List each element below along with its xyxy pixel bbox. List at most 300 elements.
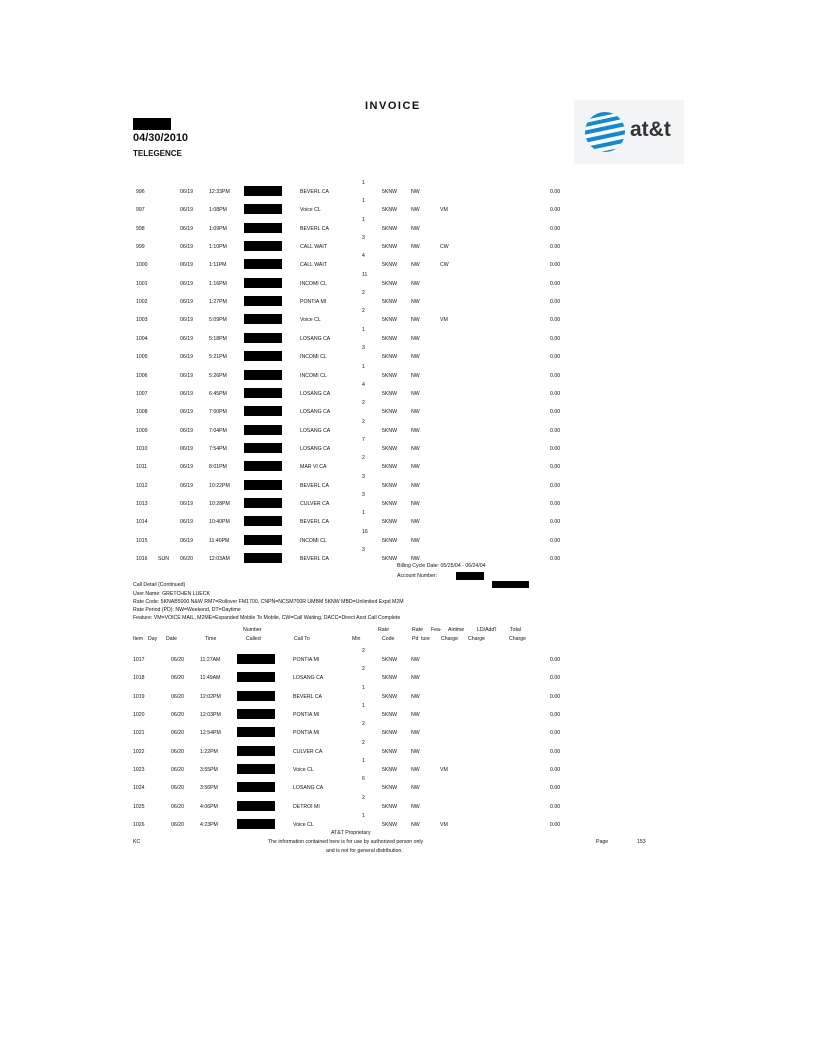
call-minutes: 6 (362, 776, 365, 783)
rate-period: NW (411, 372, 420, 379)
feature-legend: Feature: VM=VOICE MAIL, M2ME=Expanded Mobile To Mobile, CW=Call Waiting, DACC=Direct Asst Call Complete (133, 615, 401, 621)
call-time: 11:49AM (200, 675, 221, 682)
redacted-number (244, 535, 282, 545)
col-time: Time (205, 636, 217, 642)
redacted-number (237, 746, 275, 756)
rate-code: 5KNW (382, 482, 397, 489)
call-date: 06/20 (171, 748, 184, 755)
call-item: 1002 (136, 299, 148, 306)
call-item: 1000 (136, 262, 148, 269)
redacted-number (244, 296, 282, 306)
call-charge: 0.00 (550, 785, 561, 792)
redacted-number (237, 672, 275, 682)
call-time: 1:08PM (209, 207, 227, 214)
call-time: 5:21PM (209, 354, 227, 361)
call-minutes: 2 (362, 794, 365, 801)
rate-code: 5KNW (382, 766, 397, 773)
call-charge: 0.00 (550, 519, 561, 526)
call-minutes: 3 (362, 345, 365, 352)
col-call-to: Call To (294, 636, 310, 642)
rate-code: 5KNW (382, 390, 397, 397)
call-time: 7:04PM (209, 427, 227, 434)
call-item: 999 (136, 244, 145, 251)
logo-text: at&t (630, 118, 671, 141)
call-date: 06/19 (180, 409, 193, 416)
rate-code: 5KNW (382, 427, 397, 434)
rate-code: 5KNW (382, 189, 397, 195)
call-to: INCOMI CL (300, 372, 327, 379)
rate-period: NW (411, 821, 420, 828)
col-item: Item (133, 636, 144, 642)
redacted-number (244, 223, 282, 233)
call-item: 1022 (133, 748, 145, 755)
call-feature: VM (440, 821, 448, 828)
call-to: MAR VI CA (300, 464, 327, 471)
redacted-number (237, 691, 275, 701)
rate-code: 5KNW (382, 748, 397, 755)
call-to: CULVER CA (300, 500, 330, 507)
call-time: 7:54PM (209, 445, 227, 452)
call-feature: VM (440, 317, 448, 324)
rate-period: NW (411, 500, 420, 507)
rate-period: NW (411, 464, 420, 471)
call-to: BEVERL CA (300, 225, 329, 232)
call-minutes: 2 (362, 308, 365, 315)
call-item: 1013 (136, 500, 148, 507)
call-to: INCOMI CL (300, 280, 327, 287)
call-minutes: 7 (362, 436, 365, 443)
call-time: 11:27AM (200, 657, 221, 663)
call-time: 12:03PM (200, 711, 221, 718)
col-called: Called (246, 636, 261, 642)
call-date: 06/19 (180, 189, 193, 195)
redacted-number (244, 370, 282, 380)
call-item: 1024 (133, 785, 145, 792)
call-minutes: 4 (362, 381, 365, 388)
redacted-number (244, 553, 282, 563)
rate-code: 5KNW (382, 317, 397, 324)
rate-code: 5KNW (382, 693, 397, 700)
call-time: 1:16PM (209, 280, 227, 287)
redacted-number (244, 406, 282, 416)
billing-cycle: Billing Cycle Date: 05/25/04 - 06/24/04 (397, 563, 486, 569)
call-feature: VM (440, 766, 448, 773)
rate-code: 5KNW (382, 464, 397, 471)
call-charge: 0.00 (550, 335, 561, 342)
call-date: 06/19 (180, 372, 193, 379)
call-minutes: 3 (362, 491, 365, 498)
redacted-number (237, 782, 275, 792)
rate-code: 5KNW (382, 372, 397, 379)
redacted-number (237, 819, 275, 829)
call-minutes: 2 (362, 648, 365, 654)
section-title: Call Detail (Continued) (133, 582, 186, 588)
col-rate2-top: Rate (412, 627, 423, 633)
call-item: 1014 (136, 519, 148, 526)
call-charge: 0.00 (550, 280, 561, 287)
call-charge: 0.00 (550, 317, 561, 324)
call-to: LOSANG CA (293, 785, 324, 792)
call-date: 06/19 (180, 280, 193, 287)
call-minutes: 1 (362, 216, 365, 223)
call-to: CALL WAIT (300, 262, 327, 269)
call-date: 06/19 (180, 464, 193, 471)
rate-period-legend: Rate Period (PD): NW=Weekend, DT=Daytime (133, 607, 241, 613)
call-to: PONTIA MI (293, 730, 320, 737)
rate-code: 5KNW (382, 299, 397, 306)
call-date: 06/19 (180, 500, 193, 507)
call-minutes: 3 (362, 235, 365, 242)
call-charge: 0.00 (550, 657, 561, 663)
col-rate-top: Rate (378, 627, 389, 633)
footer-proprietary: AT&T Proprietary (331, 830, 371, 836)
rate-period: NW (411, 766, 420, 773)
call-to: PONTIA MI (293, 657, 320, 663)
call-feature: CW (440, 262, 449, 269)
call-minutes: 2 (362, 418, 365, 425)
call-charge: 0.00 (550, 372, 561, 379)
call-minutes: 1 (362, 198, 365, 205)
redacted-number (244, 204, 282, 214)
account-number-label: Account Number: (397, 573, 438, 579)
rate-period: NW (411, 556, 420, 562)
call-charge: 0.00 (550, 207, 561, 214)
call-time: 5:18PM (209, 335, 227, 342)
footer-page-label: Page (596, 839, 609, 845)
call-charge: 0.00 (550, 354, 561, 361)
footer-line-1: The information contained here is for use by authorized person only (268, 839, 424, 845)
rate-period: NW (411, 262, 420, 269)
rate-period: NW (411, 675, 420, 682)
call-date: 06/19 (180, 537, 193, 544)
rate-period: NW (411, 207, 420, 214)
rate-period: NW (411, 409, 420, 416)
call-to: PONTIA MI (300, 299, 327, 306)
rate-period: NW (411, 390, 420, 397)
call-minutes: 3 (362, 473, 365, 480)
call-date: 06/20 (171, 675, 184, 682)
redacted-block (492, 581, 529, 588)
redacted-number (244, 461, 282, 471)
call-time: 5:26PM (209, 372, 227, 379)
call-feature: CW (440, 244, 449, 251)
redacted-number (244, 498, 282, 508)
rate-code: 5KNW (382, 785, 397, 792)
call-date: 06/19 (180, 335, 193, 342)
col-date: Date (166, 636, 177, 642)
call-time: 12:02PM (200, 693, 221, 700)
call-date: 06/20 (171, 693, 184, 700)
rate-code: 5KNW (382, 445, 397, 452)
rate-period: NW (411, 711, 420, 718)
call-to: Voice CL (300, 317, 321, 324)
call-charge: 0.00 (550, 225, 561, 232)
call-item: 997 (136, 207, 145, 214)
call-item: 1021 (133, 730, 145, 737)
redacted-number (237, 654, 275, 664)
col-charge-3: Charge (509, 636, 527, 642)
col-period: Pd (412, 636, 419, 642)
call-charge: 0.00 (550, 675, 561, 682)
footer-page-number: 153 (637, 839, 646, 845)
call-item: 1001 (136, 280, 148, 287)
call-to: BEVERL CA (293, 693, 322, 700)
invoice-date: 04/30/2010 (133, 132, 189, 144)
call-date: 06/20 (171, 730, 184, 737)
call-item: 1005 (136, 354, 148, 361)
call-charge: 0.00 (550, 821, 561, 828)
redacted-block (133, 118, 171, 130)
rate-code: 5KNW (382, 244, 397, 251)
col-charge-2: Charge (468, 636, 486, 642)
call-time: 10:40PM (209, 519, 230, 526)
call-date: 06/20 (171, 766, 184, 773)
call-item: 1025 (133, 803, 145, 810)
call-time: 11:40PM (209, 537, 230, 544)
rate-code: 5KNW (382, 711, 397, 718)
rate-code: 5KNW (382, 519, 397, 526)
call-minutes: 2 (362, 739, 365, 746)
redacted-number (244, 480, 282, 490)
company-name: TELEGENCE (133, 149, 182, 158)
call-feature: VM (440, 207, 448, 214)
call-time: 12:03AM (209, 556, 230, 562)
call-charge: 0.00 (550, 711, 561, 718)
call-minutes: 2 (362, 290, 365, 297)
call-item: 1007 (136, 390, 148, 397)
call-minutes: 1 (362, 510, 365, 517)
rate-period: NW (411, 427, 420, 434)
call-date: 06/20 (171, 803, 184, 810)
call-item: 1019 (133, 693, 145, 700)
call-to: CULVER CA (293, 748, 323, 755)
call-minutes: 1 (362, 363, 365, 370)
call-to: LOSANG CA (300, 390, 331, 397)
call-to: BEVERL CA (300, 189, 329, 195)
call-item: 1008 (136, 409, 148, 416)
call-time: 1:27PM (209, 299, 227, 306)
call-item: 1006 (136, 372, 148, 379)
call-to: LOSANG CA (300, 335, 331, 342)
call-to: LOSANG CA (300, 409, 331, 416)
call-time: 5:09PM (209, 317, 227, 324)
call-time: 7:00PM (209, 409, 227, 416)
rate-code: 5KNW (382, 225, 397, 232)
rate-code: 5KNW (382, 500, 397, 507)
call-charge: 0.00 (550, 500, 561, 507)
rate-code: 5KNW (382, 354, 397, 361)
rate-period: NW (411, 519, 420, 526)
call-minutes: 16 (362, 528, 368, 535)
call-item: 1018 (133, 675, 145, 682)
call-item: 1016 (136, 556, 148, 562)
col-day: Day (148, 636, 158, 642)
col-ture: ture (421, 636, 430, 642)
call-charge: 0.00 (550, 244, 561, 251)
call-to: BEVERL CA (300, 482, 329, 489)
rate-code: 5KNW (382, 280, 397, 287)
rate-period: NW (411, 482, 420, 489)
rate-period: NW (411, 445, 420, 452)
call-item: 1017 (133, 657, 145, 663)
call-charge: 0.00 (550, 427, 561, 434)
call-date: 06/19 (180, 445, 193, 452)
rate-period: NW (411, 354, 420, 361)
rate-period: NW (411, 189, 420, 195)
redacted-number (237, 764, 275, 774)
rate-period: NW (411, 657, 420, 663)
call-time: 12:54PM (200, 730, 221, 737)
rate-period: NW (411, 537, 420, 544)
call-time: 1:10PM (209, 244, 227, 251)
col-ld-top: LD/Add'l (477, 627, 497, 633)
call-charge: 0.00 (550, 189, 561, 195)
call-minutes: 1 (362, 812, 365, 819)
call-item: 1011 (136, 464, 148, 471)
rate-code: 5KNW (382, 262, 397, 269)
redacted-number (244, 425, 282, 435)
call-charge: 0.00 (550, 445, 561, 452)
call-date: 06/19 (180, 354, 193, 361)
call-item: 1009 (136, 427, 148, 434)
call-charge: 0.00 (550, 766, 561, 773)
rate-period: NW (411, 693, 420, 700)
call-time: 1:09PM (209, 225, 227, 232)
call-time: 1:11PM (209, 262, 227, 269)
call-charge: 0.00 (550, 299, 561, 306)
call-item: 1003 (136, 317, 148, 324)
rate-code: 5KNW (382, 803, 397, 810)
call-item: 996 (136, 189, 145, 195)
footer-left: KC (133, 839, 141, 845)
redacted-number (237, 709, 275, 719)
rate-period: NW (411, 280, 420, 287)
rate-code: 5KNW (382, 675, 397, 682)
call-to: LOSANG CA (293, 675, 324, 682)
col-number-top: Number (243, 627, 262, 633)
redacted-number (244, 186, 282, 196)
call-minutes: 2 (362, 400, 365, 407)
call-date: 06/19 (180, 427, 193, 434)
call-time: 10:22PM (209, 482, 230, 489)
call-charge: 0.00 (550, 409, 561, 416)
call-to: Voice CL (293, 766, 314, 773)
rate-code: 5KNW (382, 821, 397, 828)
rate-period: NW (411, 225, 420, 232)
call-charge: 0.00 (550, 390, 561, 397)
call-to: BEVERL CA (300, 556, 329, 562)
call-minutes: 4 (362, 253, 365, 260)
redacted-number (244, 388, 282, 398)
call-date: 06/19 (180, 225, 193, 232)
call-item: 1015 (136, 537, 148, 544)
redacted-number (244, 314, 282, 324)
redacted-number (244, 259, 282, 269)
rate-period: NW (411, 317, 420, 324)
call-minutes: 11 (362, 271, 368, 278)
call-date: 06/20 (171, 657, 184, 663)
call-date: 06/19 (180, 244, 193, 251)
call-minutes: 1 (362, 702, 365, 709)
redacted-number (244, 278, 282, 288)
call-to: LOSANG CA (300, 445, 331, 452)
call-minutes: 3 (362, 547, 365, 553)
call-date: 06/20 (171, 785, 184, 792)
col-charge-1: Charge (441, 636, 459, 642)
call-time: 4:23PM (200, 821, 218, 828)
call-minutes: 1 (362, 757, 365, 764)
redacted-number (244, 241, 282, 251)
call-charge: 0.00 (550, 730, 561, 737)
call-charge: 0.00 (550, 464, 561, 471)
rate-period: NW (411, 244, 420, 251)
call-to: PONTIA MI (293, 711, 320, 718)
call-to: Voice CL (293, 821, 314, 828)
call-to: BEVERL CA (300, 519, 329, 526)
call-to: CALL WAIT (300, 244, 327, 251)
rate-period: NW (411, 785, 420, 792)
call-to: DETROI MI (293, 803, 320, 810)
rate-period: NW (411, 803, 420, 810)
call-time: 12:33PM (209, 189, 230, 195)
col-feature-top: Fea- (431, 627, 442, 633)
call-date: 06/19 (180, 317, 193, 324)
call-time: 4:06PM (200, 803, 218, 810)
call-date: 06/19 (180, 299, 193, 306)
call-to: INCOMI CL (300, 537, 327, 544)
call-item: 1026 (133, 821, 145, 828)
rate-code: 5KNW (382, 207, 397, 214)
call-charge: 0.00 (550, 803, 561, 810)
call-date: 06/20 (171, 821, 184, 828)
redacted-number (244, 351, 282, 361)
call-item: 1010 (136, 445, 148, 452)
call-minutes: 1 (362, 684, 365, 691)
call-item: 998 (136, 225, 145, 232)
call-date: 06/19 (180, 482, 193, 489)
call-date: 06/19 (180, 390, 193, 397)
rate-code: 5KNW (382, 537, 397, 544)
rate-code: 5KNW (382, 556, 397, 562)
col-min: Min (352, 636, 361, 642)
call-minutes: 2 (362, 455, 365, 462)
page-title: INVOICE (365, 100, 421, 112)
col-airtime-top: Airtime (448, 627, 465, 633)
rate-code: 5KNW (382, 657, 397, 663)
user-name: User Name: GRETCHEN LUECK (133, 591, 210, 597)
rate-code: 5KNW (382, 409, 397, 416)
call-minutes: 1 (362, 326, 365, 333)
call-time: 6:45PM (209, 390, 227, 397)
call-day: SUN (158, 556, 169, 562)
att-logo (574, 100, 684, 164)
rate-code: 5KNW (382, 730, 397, 737)
call-charge: 0.00 (550, 537, 561, 544)
call-time: 3:55PM (200, 766, 218, 773)
redacted-account-number (456, 572, 484, 580)
call-to: Voice CL (300, 207, 321, 214)
call-charge: 0.00 (550, 262, 561, 269)
rate-code: 5KNW (382, 335, 397, 342)
call-item: 1012 (136, 482, 148, 489)
call-date: 06/19 (180, 519, 193, 526)
call-charge: 0.00 (550, 482, 561, 489)
redacted-number (244, 516, 282, 526)
call-item: 1004 (136, 335, 148, 342)
call-minutes: 2 (362, 666, 365, 673)
call-minutes: 1 (362, 180, 365, 186)
redacted-number (244, 333, 282, 343)
